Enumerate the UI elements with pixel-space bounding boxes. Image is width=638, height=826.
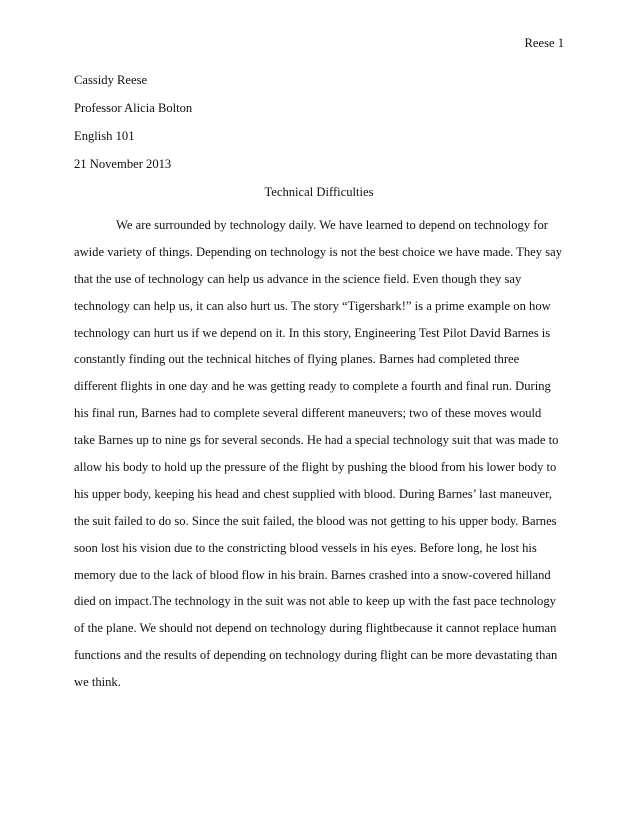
body-line: allow his body to hold up the pressure of the flight by pushing the blood from his lower body to <box>74 460 557 475</box>
body-line: memory due to the lack of blood flow in his brain. Barnes crashed into a snow-covered hilland <box>74 567 551 582</box>
running-head: Reese 1 <box>524 36 564 50</box>
body-line: take Barnes up to nine gs for several seconds. He had a special technology suit that was made to <box>74 433 559 448</box>
body-line: different flights in one day and he was getting ready to complete a fourth and final run. During <box>74 379 551 394</box>
body-line: his final run, Barnes had to complete several different maneuvers; two of these moves would <box>74 406 542 421</box>
body-line: died on impact.The technology in the suit was not able to keep up with the fast pace technology <box>74 594 556 609</box>
professor-name: Professor Alicia Bolton <box>74 101 193 115</box>
body-line: that the use of technology can help us advance in the science field. Even though they say <box>74 271 522 286</box>
body-line: of the plane. We should not depend on technology during flightbecause it cannot replace human <box>74 621 557 636</box>
body-line: the suit failed to do so. Since the suit failed, the blood was not getting to his upper body. Barnes <box>74 513 557 528</box>
body-line: We are surrounded by technology daily. We have learned to depend on technology for <box>116 218 548 232</box>
body-line: functions and the results of depending on technology during flight can be more devastating than <box>74 648 558 663</box>
essay-title: Technical Difficulties <box>264 185 374 199</box>
body-line: soon lost his vision due to the constricting blood vessels in his eyes. Before long, he lost his <box>74 540 537 555</box>
date-line: 21 November 2013 <box>74 157 172 171</box>
body-line: awide variety of things. Depending on technology is not the best choice we have made. They say <box>74 244 562 259</box>
essay-body <box>74 212 566 696</box>
body-line: we think. <box>74 675 121 690</box>
body-line: technology can hurt us if we depend on it. In this story, Engineering Test Pilot David Barnes is <box>74 325 551 340</box>
student-name: Cassidy Reese <box>74 73 148 87</box>
body-line: his upper body, keeping his head and chest supplied with blood. During Barnes’ last maneuver, <box>74 486 552 501</box>
course-name: English 101 <box>74 129 135 143</box>
body-line: technology can help us, it can also hurt us. The story “Tigershark!” is a prime example on how <box>74 298 551 313</box>
body-line: constantly finding out the technical hitches of flying planes. Barnes had completed three <box>74 352 520 367</box>
